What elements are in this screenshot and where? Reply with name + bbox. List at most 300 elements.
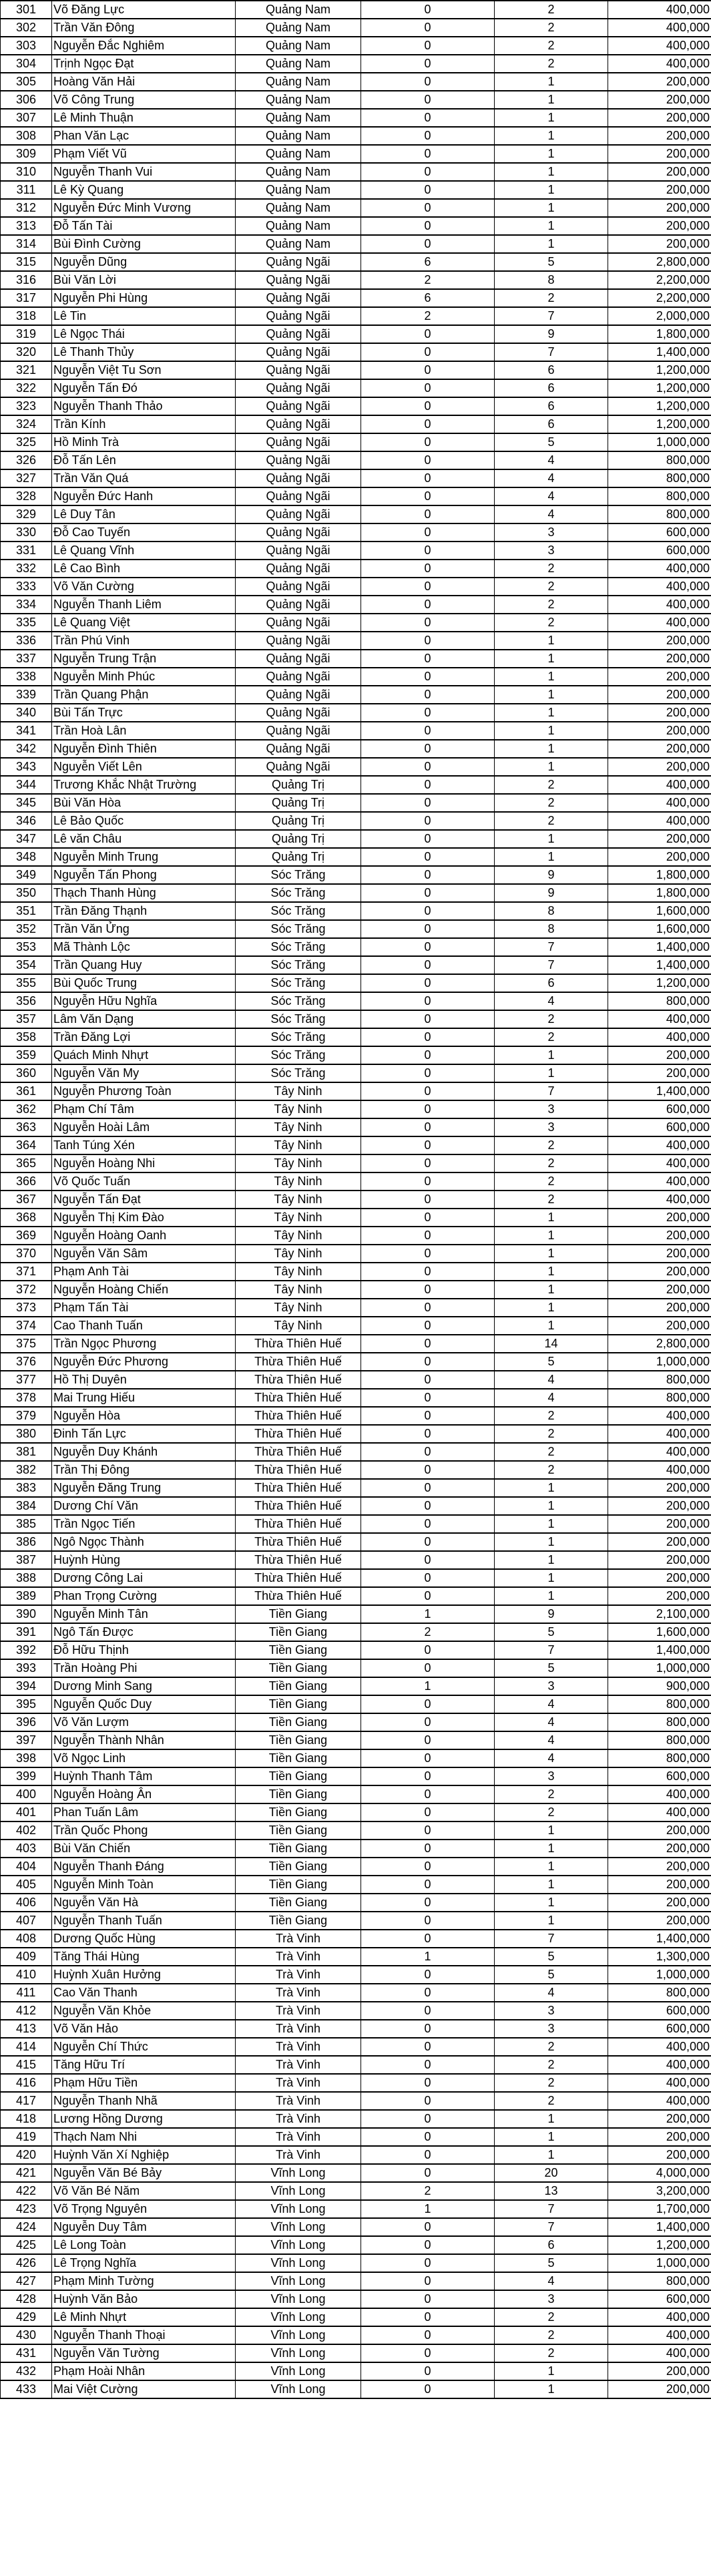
name-cell: Phạm Hoài Nhân (52, 2362, 236, 2380)
province-cell: Quảng Nam (236, 199, 361, 217)
row-number-cell: 375 (1, 1335, 52, 1353)
value-b-cell: 1 (495, 1497, 608, 1515)
name-cell: Phạm Anh Tài (52, 1263, 236, 1281)
row-number-cell: 350 (1, 884, 52, 902)
name-cell: Nguyễn Hoàng Chiến (52, 1281, 236, 1299)
value-a-cell: 1 (361, 1677, 495, 1695)
name-cell: Lê Kỳ Quang (52, 181, 236, 199)
name-cell: Nguyễn Tấn Phong (52, 866, 236, 884)
row-number-cell: 318 (1, 307, 52, 325)
name-cell: Nguyễn Việt Tu Sơn (52, 361, 236, 379)
value-a-cell: 0 (361, 938, 495, 956)
value-a-cell: 0 (361, 1353, 495, 1371)
row-number-cell: 421 (1, 2164, 52, 2182)
row-number-cell: 423 (1, 2200, 52, 2218)
row-number-cell: 406 (1, 1894, 52, 1912)
province-cell: Sóc Trăng (236, 1046, 361, 1064)
province-cell: Thừa Thiên Huế (236, 1587, 361, 1605)
amount-cell: 800,000 (608, 1695, 711, 1713)
value-a-cell: 0 (361, 1245, 495, 1263)
row-number-cell: 311 (1, 181, 52, 199)
row-number-cell: 304 (1, 55, 52, 73)
amount-cell: 200,000 (608, 1245, 711, 1263)
province-cell: Tây Ninh (236, 1154, 361, 1172)
table-row (1, 1245, 711, 1263)
table-row (1, 1659, 711, 1677)
value-b-cell: 2 (495, 2344, 608, 2362)
name-cell: Quách Minh Nhựt (52, 1046, 236, 1064)
province-cell: Trà Vinh (236, 2020, 361, 2038)
name-cell: Nguyễn Hoàng Nhi (52, 1154, 236, 1172)
table-row (1, 1713, 711, 1731)
row-number-cell: 306 (1, 91, 52, 109)
table-row (1, 1515, 711, 1533)
value-b-cell: 2 (495, 1028, 608, 1046)
value-a-cell: 0 (361, 1389, 495, 1407)
value-a-cell: 0 (361, 1587, 495, 1605)
value-b-cell: 1 (495, 2362, 608, 2380)
name-cell: Nguyễn Dũng (52, 253, 236, 271)
value-b-cell: 4 (495, 992, 608, 1010)
row-number-cell: 415 (1, 2056, 52, 2074)
table-row (1, 199, 711, 217)
name-cell: Huỳnh Hùng (52, 1551, 236, 1569)
province-cell: Sóc Trăng (236, 1010, 361, 1028)
value-a-cell: 0 (361, 55, 495, 73)
table-row (1, 2326, 711, 2344)
value-a-cell: 0 (361, 343, 495, 361)
name-cell: Dương Chí Văn (52, 1497, 236, 1515)
table-row (1, 1821, 711, 1840)
table-row (1, 55, 711, 73)
table-row (1, 902, 711, 920)
row-number-cell: 372 (1, 1281, 52, 1299)
table-row (1, 596, 711, 614)
name-cell: Phan Trọng Cường (52, 1587, 236, 1605)
province-cell: Thừa Thiên Huế (236, 1353, 361, 1371)
table-row (1, 487, 711, 505)
table-row (1, 1082, 711, 1100)
table-row (1, 1010, 711, 1028)
value-a-cell: 0 (361, 1713, 495, 1731)
amount-cell: 600,000 (608, 1118, 711, 1136)
row-number-cell: 358 (1, 1028, 52, 1046)
table-row (1, 469, 711, 487)
row-number-cell: 376 (1, 1353, 52, 1371)
province-cell: Trà Vinh (236, 2074, 361, 2092)
value-b-cell: 8 (495, 920, 608, 938)
value-b-cell: 3 (495, 2002, 608, 2020)
province-cell: Quảng Ngãi (236, 397, 361, 415)
name-cell: Hoàng Văn Hải (52, 73, 236, 91)
value-b-cell: 4 (495, 1371, 608, 1389)
province-cell: Quảng Nam (236, 235, 361, 253)
value-a-cell: 0 (361, 2254, 495, 2272)
row-number-cell: 410 (1, 1966, 52, 1984)
amount-cell: 1,400,000 (608, 2218, 711, 2236)
row-number-cell: 422 (1, 2182, 52, 2200)
amount-cell: 200,000 (608, 109, 711, 127)
province-cell: Sóc Trăng (236, 1028, 361, 1046)
table-row (1, 1046, 711, 1064)
table-row (1, 1028, 711, 1046)
name-cell: Phạm Viết Vũ (52, 145, 236, 163)
name-cell: Mai Trung Hiếu (52, 1389, 236, 1407)
province-cell: Quảng Nam (236, 127, 361, 145)
value-a-cell: 0 (361, 722, 495, 740)
name-cell: Bùi Văn Lời (52, 271, 236, 289)
province-cell: Quảng Trị (236, 776, 361, 794)
value-a-cell: 0 (361, 632, 495, 650)
row-number-cell: 407 (1, 1912, 52, 1930)
value-a-cell: 0 (361, 523, 495, 542)
province-cell: Thừa Thiên Huế (236, 1461, 361, 1479)
name-cell: Trần Ngọc Tiến (52, 1515, 236, 1533)
table-row (1, 2182, 711, 2200)
value-b-cell: 7 (495, 1641, 608, 1659)
value-a-cell: 0 (361, 1100, 495, 1118)
row-number-cell: 373 (1, 1299, 52, 1317)
province-cell: Trà Vinh (236, 2038, 361, 2056)
province-cell: Tiền Giang (236, 1803, 361, 1821)
row-number-cell: 366 (1, 1172, 52, 1191)
province-cell: Quảng Nam (236, 217, 361, 235)
value-a-cell: 0 (361, 740, 495, 758)
value-b-cell: 8 (495, 271, 608, 289)
table-row (1, 1587, 711, 1605)
province-cell: Tây Ninh (236, 1082, 361, 1100)
table-row (1, 1353, 711, 1371)
value-b-cell: 1 (495, 1263, 608, 1281)
value-a-cell: 0 (361, 379, 495, 397)
name-cell: Trần Đăng Thạnh (52, 902, 236, 920)
value-b-cell: 1 (495, 1912, 608, 1930)
row-number-cell: 315 (1, 253, 52, 271)
name-cell: Trần Quang Phận (52, 686, 236, 704)
value-a-cell: 0 (361, 1659, 495, 1677)
amount-cell: 200,000 (608, 1876, 711, 1894)
table-row (1, 2254, 711, 2272)
value-b-cell: 2 (495, 1010, 608, 1028)
value-b-cell: 1 (495, 722, 608, 740)
province-cell: Quảng Ngãi (236, 542, 361, 560)
name-cell: Võ Quốc Tuấn (52, 1172, 236, 1191)
table-row (1, 523, 711, 542)
table-row (1, 1461, 711, 1479)
province-cell: Tiền Giang (236, 1659, 361, 1677)
row-number-cell: 316 (1, 271, 52, 289)
value-b-cell: 2 (495, 37, 608, 55)
name-cell: Võ Văn Bé Năm (52, 2182, 236, 2200)
amount-cell: 2,000,000 (608, 307, 711, 325)
value-a-cell: 0 (361, 1299, 495, 1317)
value-a-cell: 0 (361, 2218, 495, 2236)
value-a-cell: 0 (361, 1785, 495, 1803)
table-row (1, 19, 711, 37)
name-cell: Nguyễn Tấn Đạt (52, 1191, 236, 1209)
row-number-cell: 431 (1, 2344, 52, 2362)
value-b-cell: 2 (495, 2092, 608, 2110)
value-a-cell: 0 (361, 2002, 495, 2020)
name-cell: Nguyễn Văn Tường (52, 2344, 236, 2362)
row-number-cell: 355 (1, 974, 52, 992)
amount-cell: 2,100,000 (608, 1605, 711, 1623)
value-b-cell: 1 (495, 109, 608, 127)
table-body (1, 1, 711, 2398)
province-cell: Tiền Giang (236, 1821, 361, 1840)
amount-cell: 400,000 (608, 2056, 711, 2074)
row-number-cell: 356 (1, 992, 52, 1010)
row-number-cell: 325 (1, 433, 52, 451)
value-a-cell: 0 (361, 397, 495, 415)
value-a-cell: 0 (361, 1028, 495, 1046)
row-number-cell: 396 (1, 1713, 52, 1731)
province-cell: Tiền Giang (236, 1894, 361, 1912)
table-row (1, 37, 711, 55)
province-cell: Tiền Giang (236, 1623, 361, 1641)
row-number-cell: 389 (1, 1587, 52, 1605)
amount-cell: 2,200,000 (608, 289, 711, 307)
amount-cell: 200,000 (608, 1840, 711, 1858)
row-number-cell: 339 (1, 686, 52, 704)
amount-cell: 800,000 (608, 1389, 711, 1407)
amount-cell: 400,000 (608, 2326, 711, 2344)
table-row (1, 578, 711, 596)
row-number-cell: 408 (1, 1930, 52, 1948)
name-cell: Nguyễn Chí Thức (52, 2038, 236, 2056)
name-cell: Trần Ngọc Phương (52, 1335, 236, 1353)
value-b-cell: 4 (495, 1731, 608, 1749)
amount-cell: 1,600,000 (608, 920, 711, 938)
table-row (1, 848, 711, 866)
table-row (1, 542, 711, 560)
amount-cell: 1,000,000 (608, 1353, 711, 1371)
name-cell: Trần Hoàng Phi (52, 1659, 236, 1677)
table-row (1, 776, 711, 794)
table-row (1, 1371, 711, 1389)
value-a-cell: 0 (361, 1930, 495, 1948)
value-a-cell: 0 (361, 181, 495, 199)
value-a-cell: 0 (361, 2092, 495, 2110)
table-row (1, 109, 711, 127)
row-number-cell: 387 (1, 1551, 52, 1569)
value-b-cell: 2 (495, 2038, 608, 2056)
value-a-cell: 2 (361, 2182, 495, 2200)
row-number-cell: 333 (1, 578, 52, 596)
value-a-cell: 6 (361, 289, 495, 307)
row-number-cell: 353 (1, 938, 52, 956)
amount-cell: 400,000 (608, 1803, 711, 1821)
name-cell: Nguyễn Duy Tâm (52, 2218, 236, 2236)
value-b-cell: 2 (495, 2326, 608, 2344)
value-b-cell: 7 (495, 1082, 608, 1100)
name-cell: Bùi Văn Hòa (52, 794, 236, 812)
value-a-cell: 0 (361, 614, 495, 632)
name-cell: Lê Quang Việt (52, 614, 236, 632)
name-cell: Lê Minh Nhựt (52, 2308, 236, 2326)
amount-cell: 200,000 (608, 1894, 711, 1912)
value-a-cell: 0 (361, 73, 495, 91)
row-number-cell: 343 (1, 758, 52, 776)
value-a-cell: 0 (361, 2290, 495, 2308)
name-cell: Đỗ Tấn Lên (52, 451, 236, 469)
value-b-cell: 1 (495, 2380, 608, 2398)
amount-cell: 200,000 (608, 1497, 711, 1515)
amount-cell: 200,000 (608, 1064, 711, 1082)
row-number-cell: 352 (1, 920, 52, 938)
amount-cell: 200,000 (608, 1479, 711, 1497)
province-cell: Tây Ninh (236, 1227, 361, 1245)
name-cell: Nguyễn Viết Lên (52, 758, 236, 776)
amount-cell: 600,000 (608, 1767, 711, 1785)
amount-cell: 200,000 (608, 1227, 711, 1245)
value-b-cell: 1 (495, 217, 608, 235)
name-cell: Nguyễn Hòa (52, 1407, 236, 1425)
value-a-cell: 0 (361, 2128, 495, 2146)
amount-cell: 1,700,000 (608, 2200, 711, 2218)
value-b-cell: 9 (495, 325, 608, 343)
province-cell: Quảng Ngãi (236, 614, 361, 632)
value-b-cell: 6 (495, 397, 608, 415)
table-row (1, 1263, 711, 1281)
province-cell: Thừa Thiên Huế (236, 1371, 361, 1389)
row-number-cell: 319 (1, 325, 52, 343)
value-a-cell: 0 (361, 145, 495, 163)
province-cell: Tiền Giang (236, 1713, 361, 1731)
amount-cell: 200,000 (608, 1046, 711, 1064)
table-row (1, 866, 711, 884)
value-b-cell: 2 (495, 2308, 608, 2326)
row-number-cell: 308 (1, 127, 52, 145)
province-cell: Vĩnh Long (236, 2380, 361, 2398)
row-number-cell: 409 (1, 1948, 52, 1966)
value-b-cell: 7 (495, 343, 608, 361)
value-a-cell: 0 (361, 560, 495, 578)
table-row (1, 812, 711, 830)
amount-cell: 1,800,000 (608, 325, 711, 343)
table-row (1, 938, 711, 956)
value-a-cell: 0 (361, 1695, 495, 1713)
name-cell: Lê văn Châu (52, 830, 236, 848)
amount-cell: 200,000 (608, 73, 711, 91)
amount-cell: 200,000 (608, 2146, 711, 2164)
name-cell: Huỳnh Văn Xí Nghiệp (52, 2146, 236, 2164)
table-row (1, 1136, 711, 1154)
table-row (1, 1064, 711, 1082)
name-cell: Nguyễn Thanh Thảo (52, 397, 236, 415)
amount-cell: 1,400,000 (608, 938, 711, 956)
value-b-cell: 1 (495, 1894, 608, 1912)
amount-cell: 200,000 (608, 127, 711, 145)
amount-cell: 400,000 (608, 1407, 711, 1425)
value-a-cell: 0 (361, 1317, 495, 1335)
value-a-cell: 0 (361, 1046, 495, 1064)
value-a-cell: 0 (361, 1515, 495, 1533)
value-b-cell: 3 (495, 2020, 608, 2038)
name-cell: Nguyễn Đắc Nghiêm (52, 37, 236, 55)
value-b-cell: 1 (495, 2110, 608, 2128)
row-number-cell: 385 (1, 1515, 52, 1533)
table-row (1, 1948, 711, 1966)
amount-cell: 200,000 (608, 704, 711, 722)
value-a-cell: 6 (361, 253, 495, 271)
name-cell: Phạm Hữu Tiền (52, 2074, 236, 2092)
amount-cell: 400,000 (608, 2308, 711, 2326)
value-a-cell: 0 (361, 2038, 495, 2056)
province-cell: Trà Vinh (236, 2110, 361, 2128)
row-number-cell: 390 (1, 1605, 52, 1623)
amount-cell: 1,800,000 (608, 866, 711, 884)
amount-cell: 200,000 (608, 145, 711, 163)
amount-cell: 800,000 (608, 1713, 711, 1731)
table-row (1, 668, 711, 686)
amount-cell: 400,000 (608, 1785, 711, 1803)
value-b-cell: 2 (495, 1407, 608, 1425)
province-cell: Thừa Thiên Huế (236, 1551, 361, 1569)
row-number-cell: 367 (1, 1191, 52, 1209)
table-row (1, 560, 711, 578)
table-row (1, 2128, 711, 2146)
province-cell: Tiền Giang (236, 1785, 361, 1803)
value-b-cell: 7 (495, 956, 608, 974)
name-cell: Nguyễn Thanh Vui (52, 163, 236, 181)
row-number-cell: 340 (1, 704, 52, 722)
value-a-cell: 2 (361, 271, 495, 289)
row-number-cell: 403 (1, 1840, 52, 1858)
province-cell: Tiền Giang (236, 1731, 361, 1749)
name-cell: Võ Văn Hảo (52, 2020, 236, 2038)
name-cell: Bùi Đình Cường (52, 235, 236, 253)
value-a-cell: 0 (361, 2362, 495, 2380)
value-a-cell: 0 (361, 1803, 495, 1821)
province-cell: Tây Ninh (236, 1281, 361, 1299)
table-row (1, 1118, 711, 1136)
amount-cell: 200,000 (608, 1912, 711, 1930)
value-a-cell: 2 (361, 1623, 495, 1641)
province-cell: Quảng Nam (236, 163, 361, 181)
value-a-cell: 0 (361, 109, 495, 127)
amount-cell: 200,000 (608, 2128, 711, 2146)
row-number-cell: 393 (1, 1659, 52, 1677)
value-b-cell: 1 (495, 1281, 608, 1299)
value-a-cell: 0 (361, 1821, 495, 1840)
amount-cell: 800,000 (608, 505, 711, 523)
value-b-cell: 3 (495, 1677, 608, 1695)
table-row (1, 379, 711, 397)
province-cell: Quảng Ngãi (236, 325, 361, 343)
amount-cell: 1,200,000 (608, 974, 711, 992)
value-b-cell: 2 (495, 1191, 608, 1209)
value-b-cell: 1 (495, 1876, 608, 1894)
table-row (1, 1389, 711, 1407)
value-b-cell: 1 (495, 1317, 608, 1335)
value-a-cell: 0 (361, 2020, 495, 2038)
value-b-cell: 1 (495, 1533, 608, 1551)
province-cell: Thừa Thiên Huế (236, 1479, 361, 1497)
table-row (1, 2290, 711, 2308)
value-b-cell: 1 (495, 1858, 608, 1876)
table-row (1, 505, 711, 523)
table-row (1, 884, 711, 902)
name-cell: Nguyễn Thanh Liêm (52, 596, 236, 614)
value-b-cell: 2 (495, 2074, 608, 2092)
value-b-cell: 20 (495, 2164, 608, 2182)
row-number-cell: 357 (1, 1010, 52, 1028)
value-a-cell: 0 (361, 848, 495, 866)
value-b-cell: 5 (495, 433, 608, 451)
amount-cell: 200,000 (608, 632, 711, 650)
province-cell: Trà Vinh (236, 1930, 361, 1948)
